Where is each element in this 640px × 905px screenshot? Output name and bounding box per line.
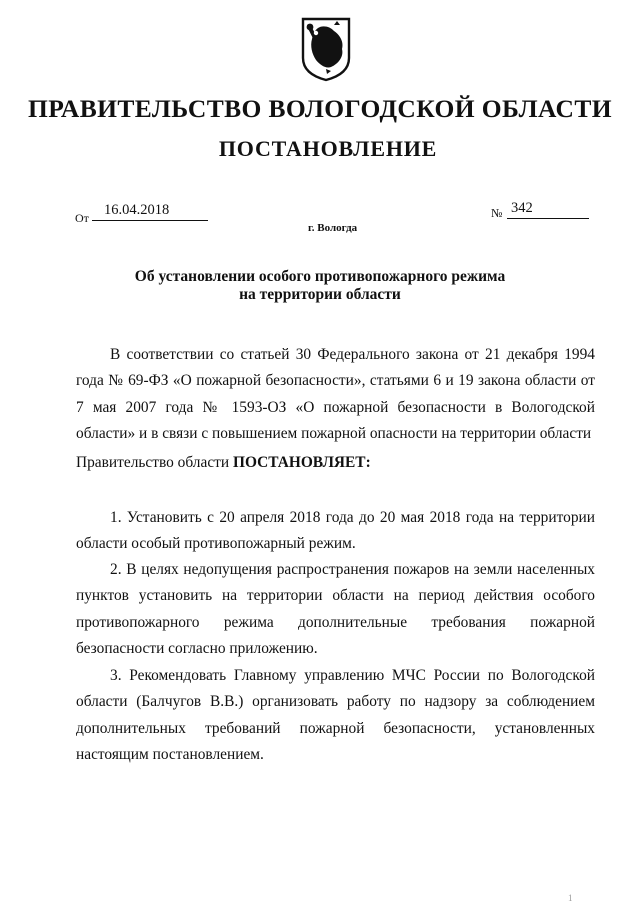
date-label: От	[75, 211, 89, 225]
resolves-word: ПОСТАНОВЛЯЕТ:	[232, 454, 371, 471]
document-number: 342	[507, 201, 589, 219]
document-date: 16.04.2018	[92, 203, 208, 221]
resolves-line	[76, 450, 595, 476]
document-type: ПОСТАНОВЛЕНИЕ	[218, 136, 438, 161]
item-1: 1. Установить с 20 апреля 2018 года до 20 мая 2018 года на территории области особый противопожарный режим.	[76, 509, 595, 553]
subject-line-1: Об установлении особого противопожарного режима	[134, 268, 506, 285]
resolves-prefix: Правительство области	[76, 454, 230, 471]
preamble-paragraph: В соответствии со статьей 30 Федерального закона от 21 декабря 1994 года № 69-ФЗ «О пожарной безопасности», статьями 6 и 19 закона области от 7 мая 2007 года № 1593-ОЗ «О пожарной безопасности в Вологодской области» и в связи с повышением пожарной опасности на территории области	[76, 346, 595, 443]
page-mark: 1	[568, 893, 573, 903]
document-subject	[0, 268, 640, 304]
item-3: 3. Рекомендовать Главному управлению МЧС России по Вологодской области (Балчугов В.В.) организовать работу по надзору за соблюдением дополнительных требований пожарной безопасности, установленных настоящим постановлением.	[76, 667, 595, 764]
vologda-coat-of-arms-icon	[300, 16, 352, 82]
subject-line-2: на территории области	[239, 286, 401, 303]
item-2: 2. В целях недопущения распространения пожаров на земли населенных пунктов установить на территории области на период действия особого противопожарного режима дополнительные требования пожарной безопасности согласно приложению.	[76, 561, 595, 658]
city: г. Вологда	[308, 222, 358, 234]
number-label: №	[491, 206, 503, 220]
government-title: ПРАВИТЕЛЬСТВО ВОЛОГОДСКОЙ ОБЛАСТИ	[27, 94, 613, 123]
